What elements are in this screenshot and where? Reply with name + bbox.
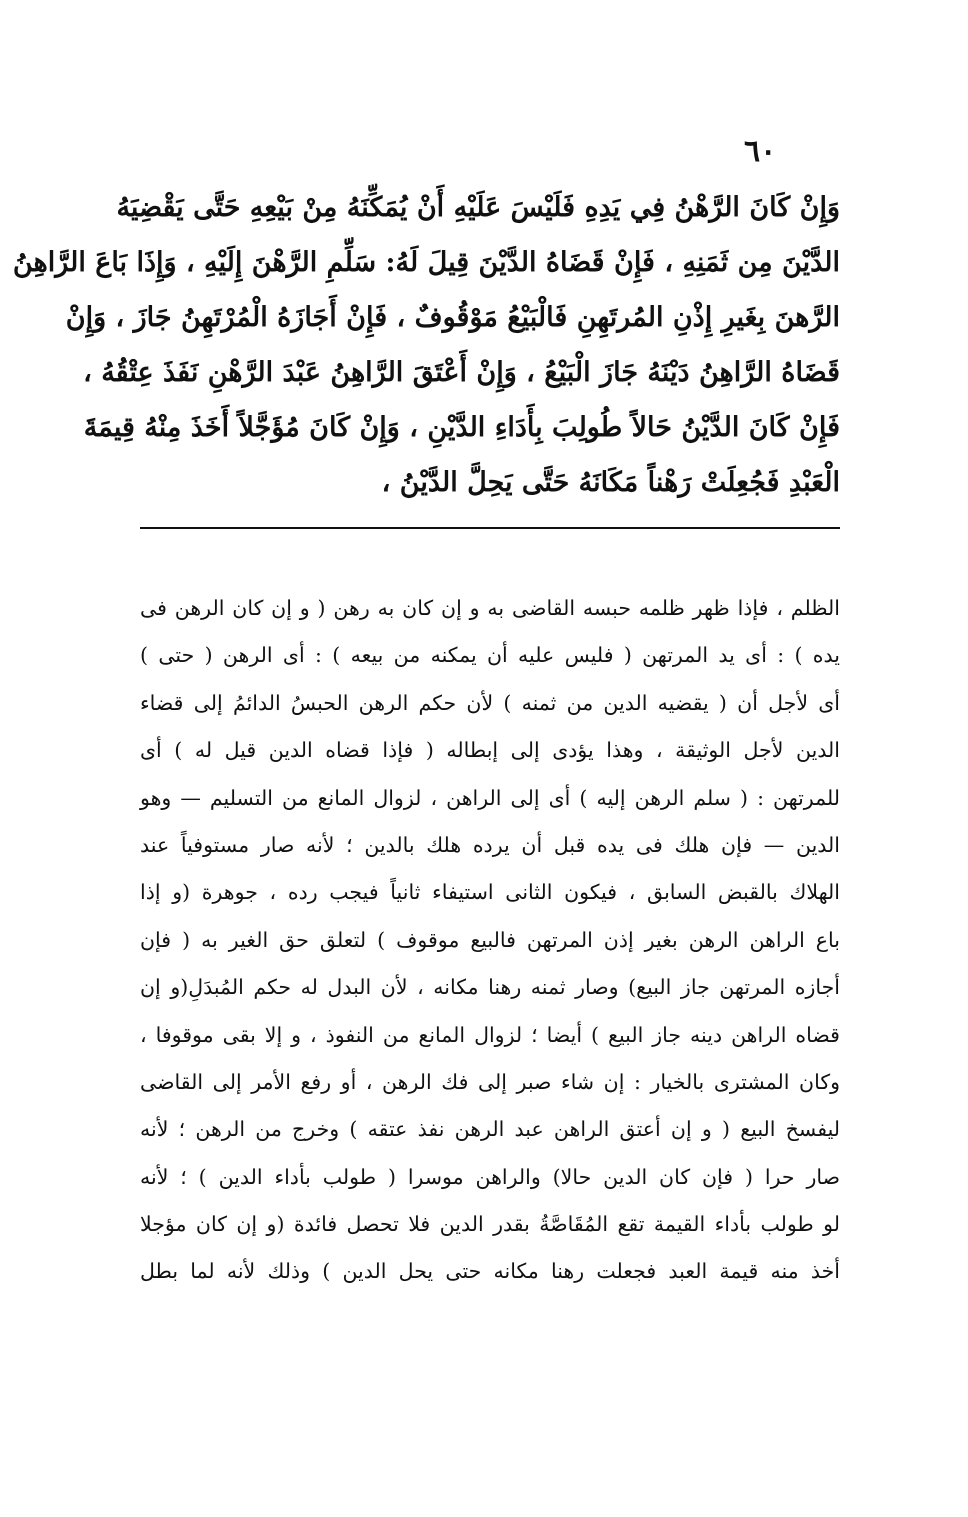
page-number: ٦٠ <box>744 134 777 169</box>
main-text-line: الدَّيْنَ مِن ثَمَنِهِ ، فَإِنْ قَضَاهُ الدَّيْنَ قِيلَ لَهُ: سَلِّمِ الرَّهْنَ إِلَيْهِ ، وَإِذَا بَاعَ الرَّاهِنُ <box>12 247 840 278</box>
commentary-line: أى لأجل أن ( يقضيه الدين من ثمنه ) لأن حكم الرهن الحبسُ الدائمُ إلى قضاء <box>140 690 840 715</box>
main-text-line: قَضَاهُ الرَّاهِنُ دَيْنَهُ جَازَ الْبَيْعُ ، وَإِنْ أَعْتَقَ الرَّاهِنُ عَبْدَ الرَّهْنِ نَفَذَ عِتْقُهُ ، <box>83 357 840 388</box>
main-text <box>12 180 840 510</box>
commentary-line: أخذ منه قيمة العبد فجعلت رهنا مكانه حتى يحل الدين ) وذلك لأنه لما بطل <box>140 1259 840 1284</box>
commentary-line: صار حرا ( فإن كان الدين حالا) والراهن موسرا ( طولب بأداء الدين ) ؛ لأنه <box>140 1164 840 1189</box>
commentary-line: يده ) : أى يد المرتهن ( فليس عليه أن يمكنه من بيعه ) : أى الرهن ( حتى ) <box>140 643 840 668</box>
commentary-line: الهلاك بالقبض السابق ، فيكون الثانى استيفاء ثانياً فيجب رده ، جوهرة (و إذا <box>140 880 840 905</box>
commentary-line: وكان المشترى بالخيار : إن شاء صبر إلى فك الرهن ، أو رفع الأمر إلى القاضى <box>140 1069 840 1094</box>
commentary-line: باع الراهن الرهن بغير إذن المرتهن فالبيع موقوف ) لتعلق حق الغير به ( فإن <box>140 927 840 952</box>
main-text-line: فَإِنْ كَانَ الدَّيْنُ حَالاً طُولِبَ بِأَدَاءِ الدَّيْنِ ، وَإِنْ كَانَ مُؤَجَّلاً أَخَذَ مِنْهُ قِيمَةَ <box>83 412 840 443</box>
main-text-line: الْعَبْدِ فَجُعِلَتْ رَهْناً مَكَانَهُ حَتَّى يَحِلَّ الدَّيْنُ ، <box>381 467 840 498</box>
main-text-line: الرَّهنَ بِغَيرِ إِذْنِ المُرتَهِنِ فَالْبَيْعُ مَوْقُوفٌ ، فَإِنْ أَجَازَهُ الْمُرْتَهِنُ جَازَ ، وَإِنْ <box>65 302 840 333</box>
commentary-line: ليفسخ البيع ( و إن أعتق الراهن عبد الرهن نفذ عتقه ) وخرج من الرهن ؛ لأنه <box>140 1117 840 1142</box>
commentary-line: أجازه المرتهن جاز البيع) وصار ثمنه رهنا مكانه ، لأن البدل له حكم المُبدَلِ(و إن <box>140 975 840 1000</box>
commentary-line: لو طولب بأداء القيمة تقع المُقَاصَّةُ بقدر الدين فلا تحصل فائدة (و إن كان مؤجلا <box>140 1212 840 1237</box>
commentary-text <box>140 585 840 1296</box>
commentary-line: الدين لأجل الوثيقة ، وهذا يؤدى إلى إبطاله ( فإذا قضاه الدين قيل له ) أى <box>140 738 840 763</box>
main-text-line: وَإِنْ كَانَ الرَّهْنُ فِي يَدِهِ فَلَيْسَ عَلَيْهِ أَنْ يُمَكِّنَهُ مِنْ بَيْعِهِ حَتَّى يَقْضِيَهُ <box>116 192 840 223</box>
commentary-line: الظلم ، فإذا ظهر ظلمه حبسه القاضى به و إن كان به رهن ( و إن كان الرهن فى <box>140 596 840 620</box>
commentary-line: للمرتهن : ( سلم الرهن إليه ) أى إلى الراهن ، لزوال المانع من التسليم — وهو <box>140 785 840 810</box>
separator-rule <box>140 527 840 529</box>
commentary-line: قضاه الراهن دينه جاز البيع ) أيضا ؛ لزوال المانع من النفوذ ، و إلا بقى موقوفا ، <box>140 1022 840 1047</box>
commentary-line: الدين — فإن هلك فى يده قبل أن يرده هلك بالدين ؛ لأنه صار مستوفياً عند <box>140 832 840 857</box>
